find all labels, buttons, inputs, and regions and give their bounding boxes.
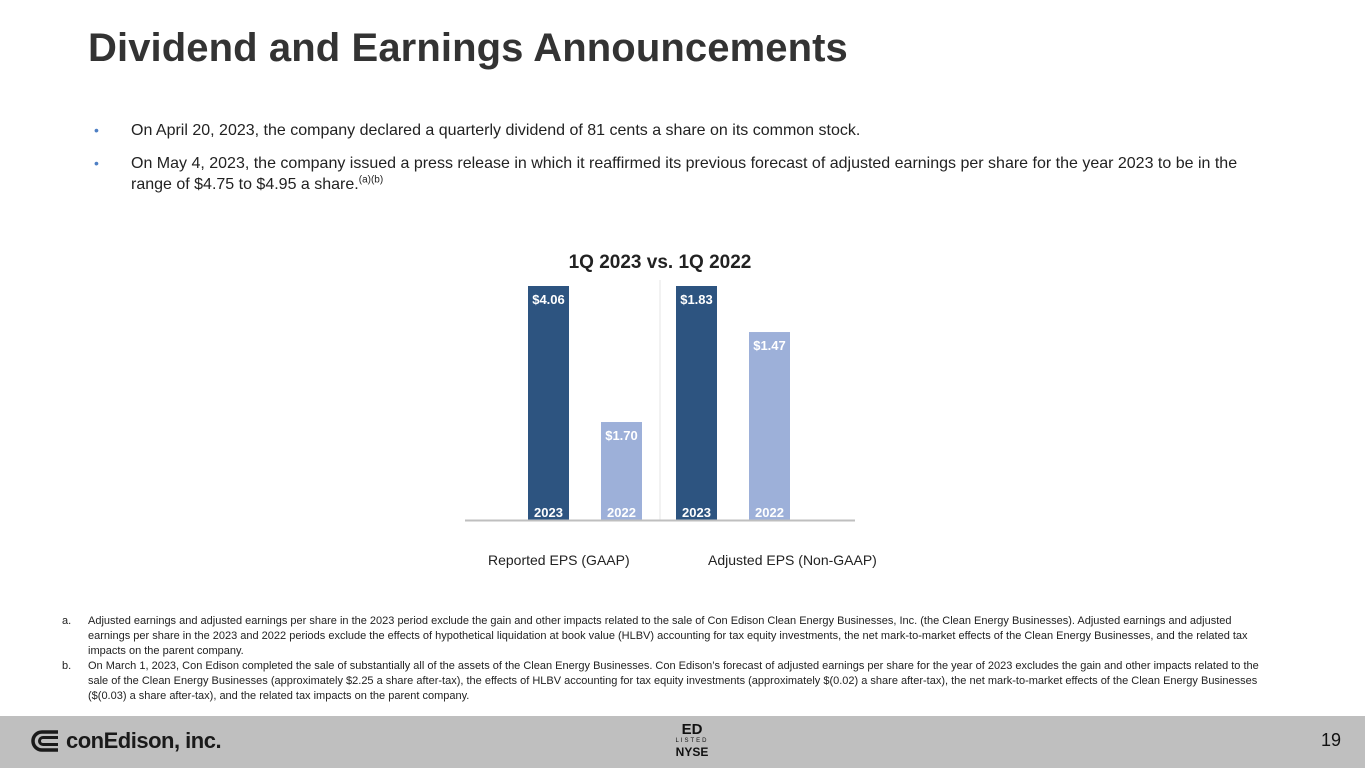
bullet-footnote-ref: (a)(b) xyxy=(358,174,384,186)
bar-value-label: $1.70 xyxy=(605,428,638,444)
chart-title: 1Q 2023 vs. 1Q 2022 xyxy=(568,252,752,273)
bar-value-label: $1.83 xyxy=(680,292,713,307)
group-label-non-gaap: Adjusted EPS (Non-GAAP) xyxy=(708,552,877,568)
bar-2023-0 xyxy=(528,286,569,520)
bullet-text: On April 20, 2023, the company declared a quarterly dividend of 81 cents a share on its common stock. xyxy=(131,122,861,139)
bar-year-label: 2023 xyxy=(534,505,563,520)
bullet-item xyxy=(94,120,1274,141)
bullet-text: On May 4, 2023, the company issued a press release in which it reaffirmed its previous forecast of adjusted earnings per share for the year 2023 to be in the range of $4.75 to $4.95 a share. xyxy=(131,155,1238,193)
bullet-list xyxy=(94,120,1274,207)
exchange-label: NYSE xyxy=(675,745,709,759)
bar-value-label: $1.47 xyxy=(753,338,786,354)
bar-value-label: $4.06 xyxy=(532,292,565,307)
bullet-dot-icon: • xyxy=(94,155,99,171)
bar-year-label: 2022 xyxy=(607,505,636,520)
bar-2023-1 xyxy=(676,286,717,520)
page-title: Dividend and Earnings Announcements xyxy=(88,26,848,70)
footnote-item xyxy=(62,614,1267,659)
bar-year-label: 2022 xyxy=(755,505,784,520)
bar-year-label: 2023 xyxy=(682,505,711,520)
footnote-marker: b. xyxy=(62,660,72,672)
footnote-text: On March 1, 2023, Con Edison completed the sale of substantially all of the assets of the Clean Energy Businesses. Con Edison’s forecast of adjusted earnings per share for the year of 2023 excludes the gain and other impacts related to the sale of the Clean Energy Businesses (approximately $2.25 a share after-tax), the effects of HLBV accounting for tax equity investments (approximately $(0.02) a share after-tax), the net mark-to-market effects of the Clean Energy Businesses ($(0.03) a share after-tax), and the related tax impacts on the parent company. xyxy=(88,660,1259,702)
group-label-gaap: Reported EPS (GAAP) xyxy=(488,552,630,568)
footnote-item xyxy=(62,659,1267,704)
footnotes xyxy=(62,614,1267,704)
company-logo xyxy=(30,728,221,754)
nyse-listed-badge xyxy=(672,722,712,758)
bar-2022-1 xyxy=(749,332,790,520)
bullet-item xyxy=(94,153,1274,195)
footnote-marker: a. xyxy=(62,615,72,627)
footnote-text: Adjusted earnings and adjusted earnings per share in the 2023 period exclude the gain and other impacts related to the sale of Con Edison Clean Energy Businesses, Inc. (the Clean Energy Businesses). Adjusted earnings and adjusted earnings per share in the 2023 and 2022 periods exclude the effects of hypothetical liquidation at book value (HLBV) accounting for tax equity investments, the net mark-to-market effects of the Clean Energy Businesses, and the related tax impacts on the parent company. xyxy=(88,615,1248,657)
page-number: 19 xyxy=(1320,730,1341,750)
eps-bar-chart xyxy=(460,280,860,530)
conedison-logo-icon xyxy=(30,728,62,754)
listed-label: LISTED xyxy=(675,738,709,744)
logo-text: conEdison, inc. xyxy=(66,728,222,753)
bullet-dot-icon: • xyxy=(94,122,99,138)
footer-bar xyxy=(0,716,1365,768)
ticker-symbol: ED xyxy=(681,721,703,738)
